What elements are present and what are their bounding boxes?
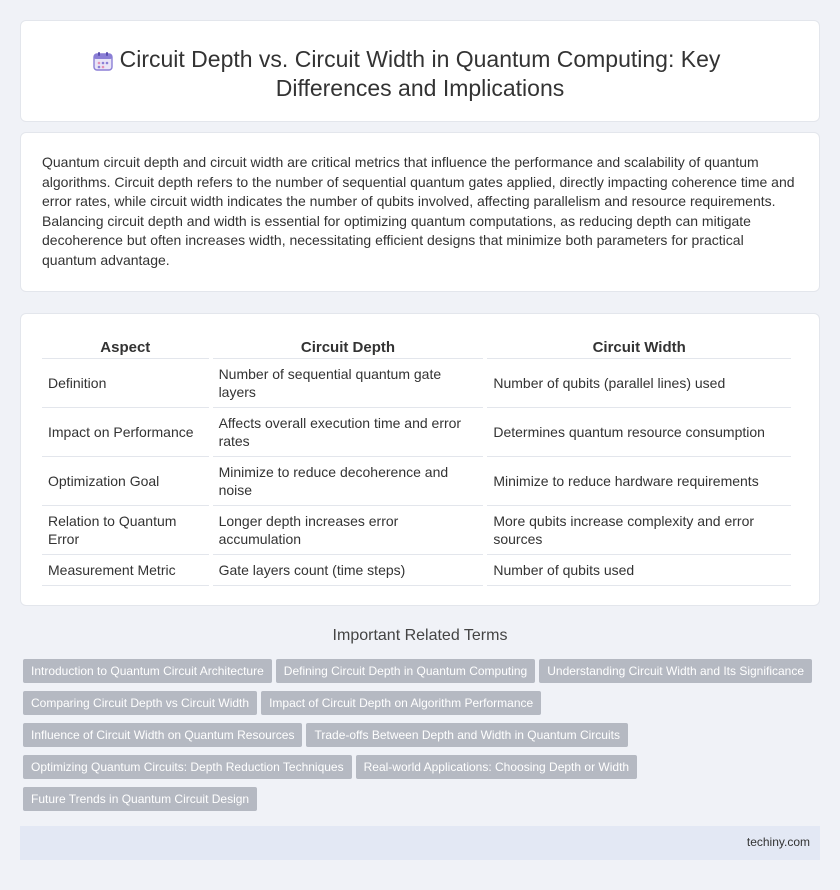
- tag-row: [23, 787, 823, 819]
- table-row: [42, 408, 791, 457]
- tag-row: [23, 659, 823, 691]
- column-header-aspect: Aspect: [42, 334, 209, 359]
- column-header-circuit-width: Circuit Width: [487, 334, 791, 359]
- related-terms-list: [23, 659, 823, 819]
- related-term-tag[interactable]: Defining Circuit Depth in Quantum Computing: [276, 659, 535, 683]
- related-term-tag[interactable]: Influence of Circuit Width on Quantum Resources: [23, 723, 302, 747]
- page-title: Circuit Depth vs. Circuit Width in Quantum Computing: Key Differences and Implications: [119, 46, 721, 101]
- related-term-tag[interactable]: Impact of Circuit Depth on Algorithm Performance: [261, 691, 541, 715]
- related-term-tag[interactable]: Understanding Circuit Width and Its Significance: [539, 659, 812, 683]
- column-header-circuit-depth: Circuit Depth: [213, 334, 484, 359]
- table-cell: Minimize to reduce decoherence and noise: [213, 457, 484, 506]
- table-row: [42, 359, 791, 408]
- table-cell: Affects overall execution time and error rates: [213, 408, 484, 457]
- table-cell: Optimization Goal: [42, 457, 209, 506]
- table-cell: Number of qubits used: [487, 555, 791, 586]
- related-term-tag[interactable]: Trade-offs Between Depth and Width in Quantum Circuits: [306, 723, 627, 747]
- table-cell: Number of qubits (parallel lines) used: [487, 359, 791, 408]
- table-cell: Gate layers count (time steps): [213, 555, 484, 586]
- intro-card: [20, 132, 820, 292]
- table-cell: Relation to Quantum Error: [42, 506, 209, 555]
- table-header-row: [42, 334, 791, 359]
- tag-row: [23, 691, 823, 723]
- table-cell: Minimize to reduce hardware requirements: [487, 457, 791, 506]
- table-cell: Measurement Metric: [42, 555, 209, 586]
- intro-paragraph: Quantum circuit depth and circuit width are critical metrics that influence the performance and scalability of quantum algorithms. Circuit depth refers to the number of sequential quantum gates applied, directly impacting coherence time and error rates, while circuit width indicates the number of qubits involved, affecting parallelism and resource requirements. Balancing circuit depth and width is essential for optimizing quantum computations, as reducing depth can mitigate decoherence but often increases width, necessitating efficient designs that minimize both parameters for practical quantum advantage.: [42, 154, 795, 268]
- table-cell: More qubits increase complexity and error sources: [487, 506, 791, 555]
- table-cell: Longer depth increases error accumulation: [213, 506, 484, 555]
- related-term-tag[interactable]: Future Trends in Quantum Circuit Design: [23, 787, 257, 811]
- table-cell: Definition: [42, 359, 209, 408]
- related-terms-heading: Important Related Terms: [332, 627, 508, 644]
- comparison-table: [38, 334, 795, 586]
- title-card: [20, 20, 820, 122]
- table-cell: Determines quantum resource consumption: [487, 408, 791, 457]
- related-term-tag[interactable]: Real-world Applications: Choosing Depth or Width: [356, 755, 637, 779]
- table-cell: Number of sequential quantum gate layers: [213, 359, 484, 408]
- table-row: [42, 506, 791, 555]
- tag-row: [23, 723, 823, 755]
- footer-bar: [20, 826, 820, 860]
- comparison-table-card: [20, 313, 820, 606]
- tag-row: [23, 755, 823, 787]
- table-row: [42, 555, 791, 586]
- table-cell: Impact on Performance: [42, 408, 209, 457]
- related-term-tag[interactable]: Comparing Circuit Depth vs Circuit Width: [23, 691, 257, 715]
- related-term-tag[interactable]: Optimizing Quantum Circuits: Depth Reduction Techniques: [23, 755, 352, 779]
- table-row: [42, 457, 791, 506]
- footer-site-name[interactable]: techiny.com: [746, 835, 810, 849]
- related-term-tag[interactable]: Introduction to Quantum Circuit Architecture: [23, 659, 272, 683]
